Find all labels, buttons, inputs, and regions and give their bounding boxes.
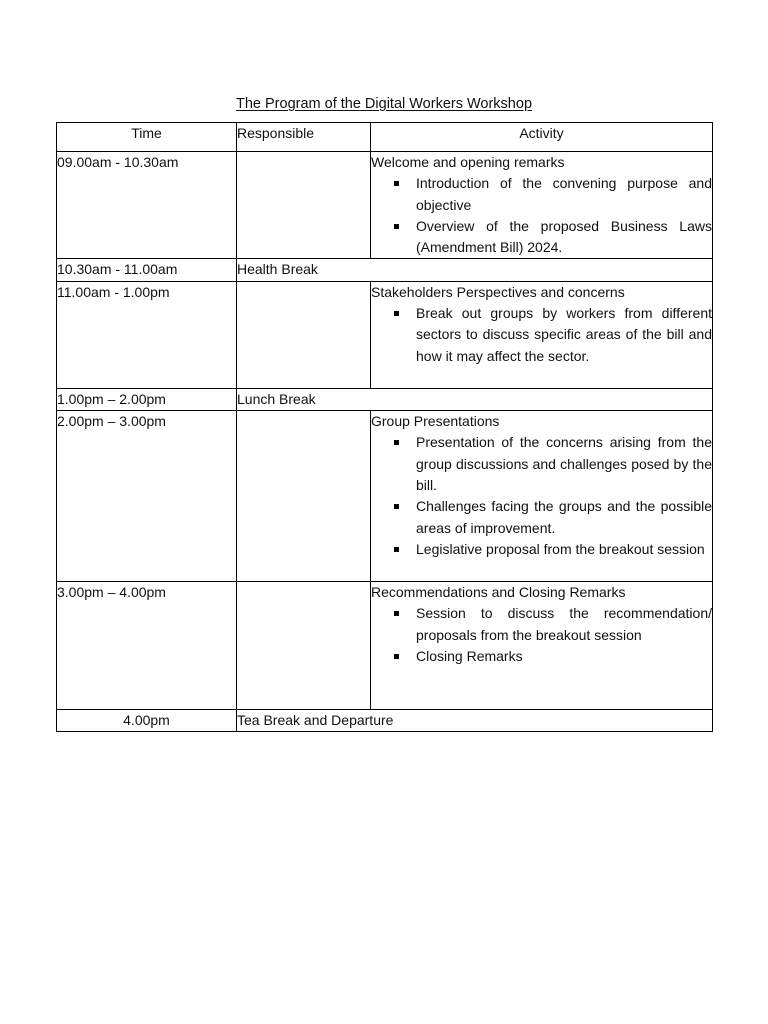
square-bullet-icon (394, 181, 399, 186)
program-table (56, 122, 713, 732)
header-responsible: Responsible (237, 123, 371, 152)
session-activity (371, 582, 713, 710)
session-responsible (237, 152, 371, 259)
activity-heading: Welcome and opening remarks (371, 154, 565, 170)
list-item: Closing Remarks (371, 646, 712, 667)
session-time: 3.00pm – 4.00pm (57, 582, 237, 710)
square-bullet-icon (394, 504, 399, 509)
square-bullet-icon (394, 311, 399, 316)
table-row (57, 710, 713, 732)
table-header-row (57, 123, 713, 152)
activity-heading: Stakeholders Perspectives and concerns (371, 283, 625, 300)
list-item: Session to discuss the recommendation/ proposals from the breakout session (371, 603, 712, 646)
square-bullet-icon (394, 611, 399, 616)
header-time: Time (57, 123, 237, 152)
header-activity: Activity (371, 123, 713, 152)
break-label: Lunch Break (237, 388, 713, 410)
list-item: Introduction of the convening purpose and objective (371, 173, 712, 216)
session-responsible (237, 582, 371, 710)
square-bullet-icon (394, 654, 399, 659)
list-item: Challenges facing the groups and the possible areas of improvement. (371, 496, 712, 539)
activity-bullet-list (371, 303, 712, 367)
list-item: Legislative proposal from the breakout session (371, 539, 712, 560)
activity-bullet-list (371, 603, 712, 667)
session-time: 4.00pm (57, 710, 237, 732)
session-time: 11.00am - 1.00pm (57, 281, 237, 388)
activity-heading: Recommendations and Closing Remarks (371, 584, 626, 601)
activity-bullet-list (371, 432, 712, 560)
session-activity (371, 411, 713, 582)
square-bullet-icon (394, 224, 399, 229)
session-responsible (237, 281, 371, 388)
session-time: 10.30am - 11.00am (57, 259, 237, 281)
list-item: Presentation of the concerns arising from the group discussions and challenges posed by the bill. (371, 432, 712, 496)
square-bullet-icon (394, 547, 399, 552)
break-label: Health Break (237, 259, 713, 281)
break-label: Tea Break and Departure (237, 710, 713, 732)
activity-heading: Group Presentations (371, 413, 500, 430)
activity-bullet-list (371, 173, 712, 258)
table-row (57, 259, 713, 281)
table-row (57, 152, 713, 259)
table-row (57, 582, 713, 710)
session-responsible (237, 411, 371, 582)
list-item: Overview of the proposed Business Laws (Amendment Bill) 2024. (371, 216, 712, 259)
session-time: 09.00am - 10.30am (57, 152, 237, 259)
table-row (57, 388, 713, 410)
page-title: The Program of the Digital Workers Workshop (235, 96, 533, 112)
session-activity (371, 281, 713, 388)
session-activity (371, 152, 713, 259)
table-row (57, 281, 713, 388)
session-time: 1.00pm – 2.00pm (57, 388, 237, 410)
session-time: 2.00pm – 3.00pm (57, 411, 237, 582)
square-bullet-icon (394, 440, 399, 445)
table-row (57, 411, 713, 582)
list-item: Break out groups by workers from different sectors to discuss specific areas of the bill and how it may affect the sector. (371, 303, 712, 367)
